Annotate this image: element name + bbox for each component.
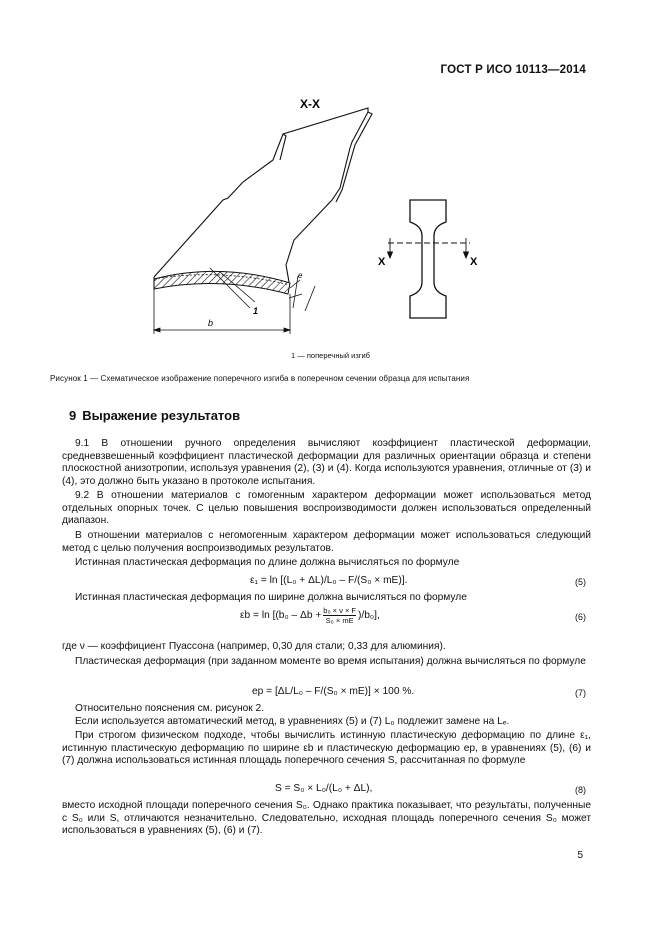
paragraph-see-figure: Относительно пояснения см. рисунок 2. — [75, 703, 265, 714]
paragraph-conclusion: вместо исходной площади поперечного сечения S₀. Однако практика показывает, что результаты, полученные с S₀ или S, отличаются незначительно. Следовательно, исходная площадь поперечного сечения S₀ может использоваться в уравнениях (5), (6) и (7). — [62, 800, 591, 837]
equation-7: ep = [ΔL/L₀ – F/(S₀ × mE)] × 100 %. — [252, 686, 415, 697]
dogbone-specimen — [410, 200, 446, 318]
equation-7-number: (7) — [575, 688, 586, 698]
label-b: b — [208, 318, 214, 328]
paragraph-plastic-strain: Пластическая деформация (при заданном моменте во время испытания) должна вычисляться по формуле — [75, 656, 586, 667]
paragraph-9-2: 9.2 В отношении материалов с гомогенным характером деформации может использоваться метод отдельных опорных точек. С целью повышения воспроизводимости должен использоваться определенный диапазон. — [62, 490, 591, 527]
section-line-xx — [388, 238, 471, 258]
x-label-left: Х — [378, 256, 386, 268]
paragraph-9-1: 9.1 В отношении ручного определения вычисляют коэффициент пластической деформации, средневзвешенный коэффициент пластической деформации для различных ориентации образца и степени плоскостной анизотропии, используя уравнения (2), (3) и (4). Когда используются уравнения, отличные от (3) и (4), это должно быть указано в протоколе испытания. — [62, 438, 591, 487]
paragraph-physical: При строгом физическом подходе, чтобы вычислить истинную пластическую деформацию по длине ε₁, истинную пластическую деформацию по ширине εb и пластическую деформацию ep, в уравнениях (5), (6) и (7) должна использоваться истинная площадь поперечного сечения S, рассчитанная по формуле — [62, 730, 591, 767]
equation-8: S = S₀ × L₀/(L₀ + ΔL), — [275, 783, 373, 794]
equation-6-number: (6) — [575, 612, 586, 622]
equation-8-number: (8) — [575, 785, 586, 795]
section-title: Выражение результатов — [82, 408, 241, 423]
section-label: Х-Х — [300, 97, 321, 111]
section-heading — [69, 408, 240, 423]
equation-5-number: (5) — [575, 577, 586, 587]
paragraph-automatic: Если используется автоматический метод, в уравнениях (5) и (7) L₀ подлежит замене на Lₑ. — [75, 716, 510, 727]
page-number: 5 — [577, 850, 583, 861]
paragraph-poisson: где ν — коэффициент Пуассона (например, 0,30 для стали; 0,33 для алюминия). — [62, 641, 446, 652]
x-label-right: Х — [470, 256, 478, 268]
equation-6: εb = ln [(b₀ – Δb + $\frac{\text{b₀ × ν × F}}{\text{S₀ × mE}}$ )/b₀], — [240, 606, 380, 625]
figure-legend: 1 — поперечный изгиб — [291, 351, 370, 360]
dimension-b — [154, 289, 290, 334]
figure-1 — [140, 90, 500, 355]
plate-3d-outline — [154, 108, 372, 287]
specimen-diagram — [140, 90, 500, 355]
paragraph-nonhomogeneous: В отношении материалов с негомогенным характером деформации может использоваться следующий метод с целью получения воспроизводимых результатов. — [62, 530, 591, 554]
label-e: e — [298, 271, 303, 280]
figure-caption: Рисунок 1 — Схематическое изображение поперечного изгиба в поперечном сечении образца для испытания — [50, 374, 470, 383]
section-number: 9 — [69, 408, 77, 423]
equation-6-fraction: $\frac{\text{b₀ × ν × F}}{\text{S₀ × mE}}$ — [323, 606, 356, 625]
paragraph-width-strain: Истинная пластическая деформация по ширине должна вычисляться по формуле — [75, 592, 467, 603]
label-1: 1 — [253, 306, 259, 316]
equation-5: ε₁ = ln [(L₀ + ΔL)/L₀ – F/(S₀ × mE)]. — [250, 575, 408, 586]
paragraph-length-strain: Истинная пластическая деформация по длине должна вычисляться по формуле — [75, 557, 460, 568]
document-header: ГОСТ Р ИСО 10113—2014 — [440, 64, 586, 76]
